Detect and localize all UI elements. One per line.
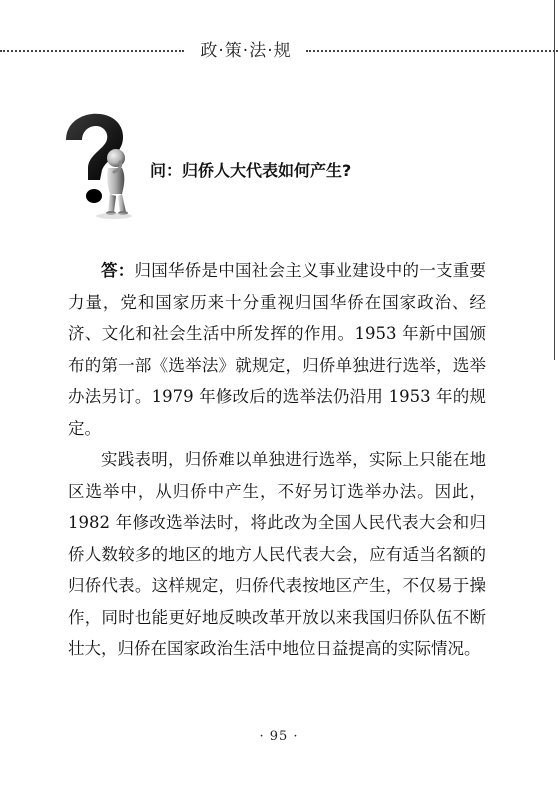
header-dotted-rule-left	[0, 50, 184, 52]
page-header	[0, 30, 558, 70]
page-number: · 95 ·	[259, 729, 299, 744]
question-mark-figure-icon	[58, 112, 140, 220]
answer-label: 答：	[101, 261, 135, 280]
answer-paragraph-2: 实践表明，归侨难以单独进行选举，实际上只能在地区选举中，从归侨中产生，不好另订选举办法。因此，1982 年修改选举法时，将此改为全国人民代表大会和归侨人数较多的地区的地方人民代表大会，应有适当名额的归侨代表。这样规定，归侨代表按地区产生，不仅易于操作，同时也能更好地反映改革开放以来我国归侨队伍不断壮大，归侨在国家政治生活中地位日益提高的实际情况。	[68, 450, 486, 658]
question-heading: 问：归侨人大代表如何产生?	[150, 161, 352, 180]
answer-paragraph-1-text: 归国华侨是中国社会主义事业建设中的一支重要力量，党和国家历来十分重视归国华侨在国家政治、经济、文化和社会生活中所发挥的作用。1953 年新中国颁布的第一部《选举法》就规定，归侨单独进行选举，选举办法另订。1979 年修改后的选举法仍沿用 1953 年的规定。	[68, 261, 486, 438]
header-dotted-rule-right	[306, 50, 558, 52]
section-title: 政·策·法·规	[200, 41, 292, 61]
answer-paragraph-1	[68, 255, 486, 444]
answer-body	[68, 255, 486, 665]
